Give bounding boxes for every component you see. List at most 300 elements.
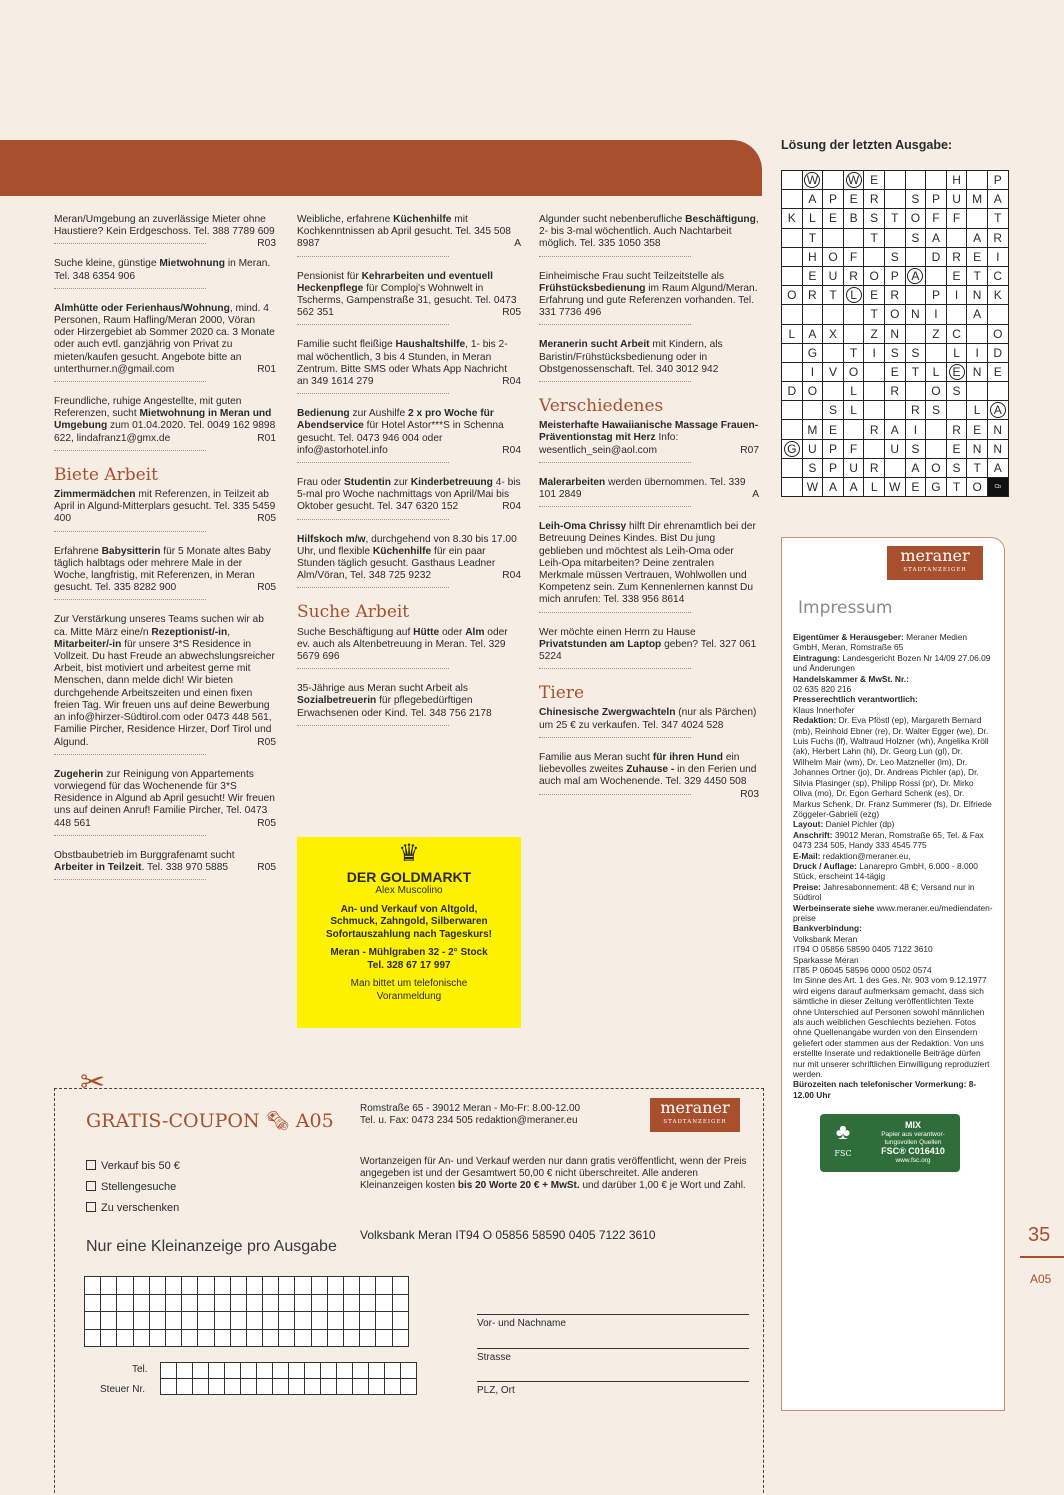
ad-text: Erfahrene Babysitterin für 5 Monate altes Baby täglich halbtags oder mehrere Male in der Woche, langfristig, mit Referenzen, in Meran gesucht. Tel. 335 8282 900 xyxy=(54,545,271,594)
input-cell[interactable] xyxy=(149,1329,165,1347)
grid-cell: C xyxy=(987,266,1008,285)
divider xyxy=(539,794,691,795)
grid-cell: P xyxy=(987,171,1008,190)
input-cell[interactable] xyxy=(149,1294,165,1312)
grid-cell: I xyxy=(967,343,988,362)
divider xyxy=(539,381,691,382)
grid-cell xyxy=(926,439,947,458)
ad-code: R03 xyxy=(257,238,276,250)
input-cell[interactable] xyxy=(225,1363,241,1379)
input-cell[interactable] xyxy=(214,1329,230,1347)
input-cell[interactable] xyxy=(165,1329,181,1347)
solution-title: Lösung der letzten Ausgabe: xyxy=(781,138,953,152)
ad-text: Meisterhafte Hawaiianische Massage Frauen-Präventionstag mit Herz Info: wesentlich_sein@aol.com xyxy=(539,420,759,456)
input-cell[interactable] xyxy=(230,1329,246,1347)
ad-code: R03 xyxy=(740,788,759,800)
divider xyxy=(539,256,691,257)
input-cell[interactable] xyxy=(182,1312,198,1330)
input-cell[interactable] xyxy=(133,1312,149,1330)
classified-ad xyxy=(54,214,276,250)
option-verkauf[interactable] xyxy=(86,1156,180,1177)
grid-cell: N xyxy=(967,439,988,458)
option-verschenken[interactable] xyxy=(86,1198,180,1219)
grid-cell: G xyxy=(782,439,803,458)
ad-code: R04 xyxy=(502,376,521,388)
ad-text: Weibliche, erfahrene Küchenhilfe mit Kochkenntnissen ab April gesucht. Tel. 345 508 8987 xyxy=(297,214,511,250)
input-cell[interactable] xyxy=(369,1363,385,1379)
input-cell[interactable] xyxy=(279,1277,295,1295)
input-cell[interactable] xyxy=(165,1294,181,1312)
grid-cell xyxy=(782,228,803,247)
grid-cell: L xyxy=(843,286,864,305)
input-cell[interactable] xyxy=(392,1294,408,1312)
grid-cell: A xyxy=(802,190,823,209)
input-cell[interactable] xyxy=(209,1379,225,1395)
input-cell[interactable] xyxy=(385,1363,401,1379)
input-cell[interactable] xyxy=(401,1363,417,1379)
goldmarkt-ad xyxy=(297,837,521,1028)
grid-cell: A xyxy=(884,420,905,439)
input-cell[interactable] xyxy=(193,1363,209,1379)
input-cell[interactable] xyxy=(133,1329,149,1347)
input-cell[interactable] xyxy=(392,1312,408,1330)
ad-text: Pensionist für Kehrarbeiten und eventuell Heckenpflege für Comploj's Wohnwelt in Tscherms, Gampenstraße 31, gesucht. Tel. 0473 562 351 xyxy=(297,270,517,319)
input-cell[interactable] xyxy=(182,1294,198,1312)
grid-cell xyxy=(782,266,803,285)
input-cell[interactable] xyxy=(133,1294,149,1312)
grid-cell: T xyxy=(843,343,864,362)
classified-ad xyxy=(539,477,759,507)
ad-text-grid[interactable] xyxy=(84,1276,409,1347)
grid-cell xyxy=(884,171,905,190)
divider xyxy=(539,506,691,507)
grid-cell: L xyxy=(864,478,885,497)
input-cell[interactable] xyxy=(263,1312,279,1330)
section-heading: Biete Arbeit xyxy=(54,464,158,485)
impressum-text: Eigentümer & Herausgeber: Meraner Medien GmbH, Meran, Romstraße 65 Eintragung: Landesgericht Bozen Nr 14/09 27.06.09 und Änderungen Handelskammer & MwSt. Nr.: 02 635 820 216 Presserechtlich verantwortlich: Klaus Innerhofer Redaktion: Dr. Eva Pföstl (ep), Margareth Bernard (mb), Reinhold Ebner (re), Dr. Walter Egger (we), Dr. Luis Fuchs (lf), Waltraud Holzner (wh), Angelika Kröll (ak), Herbert Lahn (hl), Dr. Georg Lun (gl), Dr. Wilhelm Mair (wm), Dr. Leo Matzneller (lm), Dr. Johannes Ortner (jo), Dr. Andreas Pichler (ap), Dr. Silvia Plasinger (sp), Philipp Rossi (pr), Dr. Mirko Oliva (mo), Dr. Egon Gerhard Schenk (es), Dr. Markus Schenk, Dr. Franz Summerer (fs), Dr. Elfriede Zöggeler-Gabrieli (ezg) Layout: Daniel Pichler (dp) Anschrift: 39012 Meran, Romstraße 65, Tel. & Fax 0473 234 505, Handy 333 4545 775 E-Mail: redaktion@meraner.eu, Druck / Auflage: Lanarepro GmbH, 6.000 - 8.000 Stück, erscheint 14-tägig Preise: Jahresabonnement: 48 €; Versand nur in Südtirol Werbeinserate siehe www.meraner.eu/mediendaten-preise Bankverbindung: Volksbank Meran IT94 O 05856 58590 0405 7122 3610 Sparkasse Meran IT85 P 06045 58596 0000 0502 0574 Im Sinne des Art. 1 des Ges. Nr. 903 vom 9.12.1977 wird eigens darauf aufmerksam gemacht, dass sich sämtliche in dieser Zeitung veröffentlichten Texte ohne Unterschied auf Personen sowohl männlichen als auch weiblichen Geschlechts beziehen. Fotos ohne Quellenangabe wurden von den Einsendern geliefert oder stammen aus der Redaktion. Von uns erstellte Inserate und redaktionelle Beiträge dürfen nur mit unserer schriftlichen Einwilligung reproduziert werden. Bürozeiten nach telefonischer Vormerkung: 8-12.00 Uhr xyxy=(793,632,993,1100)
grid-cell: L xyxy=(802,209,823,228)
checkbox[interactable] xyxy=(86,1181,96,1191)
input-cell[interactable] xyxy=(385,1379,401,1395)
grid-cell: H xyxy=(946,171,967,190)
input-cell[interactable] xyxy=(214,1312,230,1330)
input-cell[interactable] xyxy=(360,1277,376,1295)
option-label: Stellengesuche xyxy=(101,1181,177,1193)
grid-cell xyxy=(987,382,1008,401)
grid-cell: R xyxy=(864,458,885,477)
divider xyxy=(54,243,206,244)
input-cell[interactable] xyxy=(369,1379,385,1395)
grid-cell xyxy=(782,362,803,381)
grid-cell: W xyxy=(884,478,905,497)
input-cell[interactable] xyxy=(289,1363,305,1379)
input-cell[interactable] xyxy=(295,1277,311,1295)
ad-code: A xyxy=(514,238,521,250)
grid-cell: S xyxy=(926,401,947,420)
classified-ad xyxy=(54,396,276,451)
divider xyxy=(297,393,449,394)
address-line: Tel. u. Fax: 0473 234 505 redaktion@meraner.eu xyxy=(360,1115,578,1126)
coupon-bank: Volksbank Meran IT94 O 05856 58590 0405 7122 3610 xyxy=(360,1228,656,1242)
input-cell[interactable] xyxy=(101,1329,117,1347)
classified-ad xyxy=(539,707,759,737)
input-cell[interactable] xyxy=(241,1379,257,1395)
grid-cell xyxy=(823,228,844,247)
input-cell[interactable] xyxy=(117,1329,133,1347)
input-cell[interactable] xyxy=(311,1329,327,1347)
grid-cell xyxy=(946,305,967,324)
input-cell[interactable] xyxy=(85,1329,101,1347)
grid-cell: E xyxy=(967,247,988,266)
city-line[interactable] xyxy=(477,1381,749,1382)
checkbox[interactable] xyxy=(86,1202,96,1212)
input-cell[interactable] xyxy=(161,1363,177,1379)
input-cell[interactable] xyxy=(177,1363,193,1379)
grid-cell: I xyxy=(864,343,885,362)
input-cell[interactable] xyxy=(392,1277,408,1295)
input-cell[interactable] xyxy=(101,1277,117,1295)
input-cell[interactable] xyxy=(279,1294,295,1312)
input-cell[interactable] xyxy=(337,1363,353,1379)
grid-cell: A xyxy=(905,458,926,477)
grid-cell xyxy=(864,401,885,420)
input-cell[interactable] xyxy=(337,1379,353,1395)
logo-text: meraner xyxy=(660,1098,730,1117)
grid-cell xyxy=(967,171,988,190)
grid-cell xyxy=(946,401,967,420)
input-cell[interactable] xyxy=(101,1312,117,1330)
ad-text: Almhütte oder Ferienhaus/Wohnung, mind. 4 Personen, Raum Hafling/Meran 2000, Vöran oder Hirzergebiet ab Sommer 2020 ca. 3 Monate oder auch evtl. ganzjährig von Privat zu mieten/kaufen gesucht. Angebote bitte an unterthurner.n@gmail.com xyxy=(54,302,275,375)
input-cell[interactable] xyxy=(295,1294,311,1312)
grid-cell xyxy=(864,382,885,401)
classified-ad xyxy=(54,303,276,382)
input-cell[interactable] xyxy=(344,1329,360,1347)
input-cell[interactable] xyxy=(214,1294,230,1312)
input-cell[interactable] xyxy=(353,1363,369,1379)
input-cell[interactable] xyxy=(182,1329,198,1347)
grid-cell xyxy=(782,247,803,266)
input-cell[interactable] xyxy=(360,1329,376,1347)
fsc-line: Papier aus verantwor- xyxy=(881,1131,945,1139)
grid-cell: R xyxy=(802,286,823,305)
divider xyxy=(297,462,449,463)
input-cell[interactable] xyxy=(257,1363,273,1379)
input-cell[interactable] xyxy=(321,1379,337,1395)
classified-ad xyxy=(297,214,521,257)
grid-cell: A xyxy=(823,478,844,497)
ad-text: Frau oder Studentin zur Kinderbetreuung 4- bis 5-mal pro Woche nachmittags von April/Mai bis Oktober gesucht. Tel. 347 6320 152 xyxy=(297,477,521,513)
grid-cell: N xyxy=(967,362,988,381)
input-cell[interactable] xyxy=(85,1294,101,1312)
input-cell[interactable] xyxy=(279,1329,295,1347)
classified-ad xyxy=(539,214,759,257)
grid-cell: E xyxy=(987,362,1008,381)
input-cell[interactable] xyxy=(85,1277,101,1295)
input-cell[interactable] xyxy=(117,1312,133,1330)
grid-cell: S xyxy=(905,343,926,362)
grid-cell: A xyxy=(987,401,1008,420)
fsc-url: www.fsc.org xyxy=(895,1157,931,1165)
grid-cell xyxy=(884,458,905,477)
ad-text: Familie sucht fleißige Haushaltshilfe, 1- bis 2-mal wöchentlich, 3 bis 4 Stunden, in Meran Zentrum. Bitte SMS oder Whats App Nachricht an 349 1614 279 xyxy=(297,339,508,388)
input-cell[interactable] xyxy=(198,1277,214,1295)
input-cell[interactable] xyxy=(392,1329,408,1347)
ad-code: R05 xyxy=(257,513,276,525)
option-label: Zu verschenken xyxy=(101,1202,180,1214)
input-cell[interactable] xyxy=(85,1312,101,1330)
ad-code: A xyxy=(752,489,759,501)
input-cell[interactable] xyxy=(344,1312,360,1330)
input-cell[interactable] xyxy=(279,1312,295,1330)
grid-cell: L xyxy=(843,382,864,401)
coupon-logo xyxy=(650,1098,740,1132)
input-cell[interactable] xyxy=(289,1379,305,1395)
section-heading: Verschiedenes xyxy=(539,396,664,417)
grid-cell xyxy=(823,171,844,190)
fsc-badge xyxy=(820,1114,960,1172)
input-cell[interactable] xyxy=(117,1277,133,1295)
input-cell[interactable] xyxy=(353,1379,369,1395)
grid-cell: H xyxy=(802,247,823,266)
input-cell[interactable] xyxy=(246,1277,262,1295)
input-cell[interactable] xyxy=(241,1363,257,1379)
grid-cell: M xyxy=(802,420,823,439)
grid-cell xyxy=(782,305,803,324)
ad-text: Leih-Oma Chrissy hilft Dir ehrenamtlich bei der Betreuung Deines Kindes. Bist Du jung geblieben und möchtest als Leih-Oma oder Leih-Opa mitarbeiten? Deine zentralen Merkmale müssen Vertrauen, Wohlwollen und Kompetenz sein. Zum Kennenlernen kannst Du mich anrufen: Tel. 338 956 8614 xyxy=(539,521,756,606)
coupon-address xyxy=(360,1103,580,1127)
input-cell[interactable] xyxy=(376,1312,392,1330)
grid-cell: S xyxy=(802,458,823,477)
input-cell[interactable] xyxy=(327,1312,343,1330)
grid-cell: W xyxy=(802,478,823,497)
grid-cell: N xyxy=(967,286,988,305)
input-cell[interactable] xyxy=(149,1312,165,1330)
classified-ad xyxy=(54,546,276,601)
input-cell[interactable] xyxy=(117,1294,133,1312)
input-cell[interactable] xyxy=(327,1294,343,1312)
ad-text: Hilfskoch m/w, durchgehend von 8.30 bis 17.00 Uhr, und flexible Küchenhilfe für ein paar Stunden täglich gesucht. Gasthaus Leadner Alm/Vöran, Tel. 348 725 9232 xyxy=(297,533,517,582)
input-cell[interactable] xyxy=(321,1363,337,1379)
grid-cell: K xyxy=(987,286,1008,305)
input-cell[interactable] xyxy=(246,1294,262,1312)
grid-cell: O xyxy=(884,305,905,324)
grid-cell xyxy=(884,190,905,209)
grid-cell: O xyxy=(905,209,926,228)
ad-code: R05 xyxy=(257,736,276,748)
input-cell[interactable] xyxy=(149,1277,165,1295)
grid-cell: T xyxy=(967,266,988,285)
input-cell[interactable] xyxy=(311,1312,327,1330)
grid-cell: E xyxy=(905,478,926,497)
grid-cell: F xyxy=(843,439,864,458)
ad-text: Meranerin sucht Arbeit mit Kindern, als Baristin/Frühstücksbedienung oder in Obstgenossenschaft. Tel. 340 3012 942 xyxy=(539,339,723,375)
impressum-box xyxy=(781,537,1005,1411)
input-cell[interactable] xyxy=(327,1277,343,1295)
grid-cell: S xyxy=(946,382,967,401)
input-cell[interactable] xyxy=(311,1277,327,1295)
input-cell[interactable] xyxy=(230,1277,246,1295)
input-cell[interactable] xyxy=(273,1379,289,1395)
divider xyxy=(54,381,206,382)
input-cell[interactable] xyxy=(376,1329,392,1347)
grid-cell: P xyxy=(926,286,947,305)
input-cell[interactable] xyxy=(401,1379,417,1395)
input-cell[interactable] xyxy=(214,1277,230,1295)
grid-cell: P xyxy=(884,266,905,285)
ad-text: Familie aus Meran sucht für ihren Hund ein liebevolles zweites Zuhause - in den Ferien und auch mal am Wochenende. Tel. 329 4450 508 xyxy=(539,751,757,788)
ad-text: Einheimische Frau sucht Teilzeitstelle als Frühstücksbedienung im Raum Algund/Meran. Erfahrung und gute Referenzen vorhanden. Tel. 331 7736 496 xyxy=(539,270,758,319)
grid-cell xyxy=(905,382,926,401)
grid-cell: O xyxy=(926,382,947,401)
input-cell[interactable] xyxy=(209,1363,225,1379)
checkbox[interactable] xyxy=(86,1160,96,1170)
input-cell[interactable] xyxy=(376,1294,392,1312)
grid-cell: O xyxy=(987,324,1008,343)
grid-cell: E xyxy=(823,420,844,439)
divider xyxy=(539,462,691,463)
grid-cell: E xyxy=(864,171,885,190)
column-1 xyxy=(54,214,276,894)
grid-cell: U xyxy=(802,439,823,458)
input-cell[interactable] xyxy=(327,1329,343,1347)
grid-cell: W xyxy=(802,171,823,190)
divider xyxy=(539,324,691,325)
grid-cell xyxy=(905,286,926,305)
gold-line: Man bittet um telefonische xyxy=(350,978,468,989)
input-cell[interactable] xyxy=(360,1294,376,1312)
input-cell[interactable] xyxy=(161,1379,177,1395)
ad-text: Malerarbeiten werden übernommen. Tel. 339 101 2849 xyxy=(539,476,746,501)
gold-line: Schmuck, Zahngold, Silberwaren xyxy=(330,916,488,927)
grid-cell xyxy=(782,478,803,497)
classified-ad xyxy=(539,339,759,382)
input-cell[interactable] xyxy=(230,1294,246,1312)
impressum-title: Impressum xyxy=(798,598,893,618)
grid-cell: L xyxy=(967,401,988,420)
grid-cell: F xyxy=(946,209,967,228)
input-cell[interactable] xyxy=(101,1294,117,1312)
input-cell[interactable] xyxy=(295,1329,311,1347)
input-cell[interactable] xyxy=(344,1277,360,1295)
divider xyxy=(54,835,206,836)
input-cell[interactable] xyxy=(198,1294,214,1312)
input-cell[interactable] xyxy=(344,1294,360,1312)
logo-subtext: STADTANZEIGER xyxy=(903,567,967,573)
input-cell[interactable] xyxy=(376,1277,392,1295)
input-cell[interactable] xyxy=(295,1312,311,1330)
grid-cell: E xyxy=(946,439,967,458)
crown-icon: ♛ xyxy=(398,840,420,867)
name-line[interactable] xyxy=(477,1314,749,1315)
input-cell[interactable] xyxy=(198,1329,214,1347)
input-cell[interactable] xyxy=(263,1294,279,1312)
ad-text: Zugeherin zur Reinigung von Appartements vorwiegend für das Wochenende für 3*S Residence in Algund ab April gesucht! Wir freuen uns auf deinen Anruf! Familie Pircher, Tel. 0473 448 561 xyxy=(54,768,275,829)
grid-cell: A xyxy=(987,190,1008,209)
grid-cell: U xyxy=(823,266,844,285)
grid-cell xyxy=(884,228,905,247)
grid-cell: K xyxy=(782,209,803,228)
address-line: Romstraße 65 - 39012 Meran - Mo-Fr: 8.00-12.00 xyxy=(360,1103,581,1114)
grid-cell: O xyxy=(782,286,803,305)
option-stellengesuche[interactable] xyxy=(86,1177,180,1198)
grid-cell: S xyxy=(946,458,967,477)
input-cell[interactable] xyxy=(198,1312,214,1330)
input-cell[interactable] xyxy=(263,1277,279,1295)
page-divider xyxy=(1020,1256,1064,1258)
input-cell[interactable] xyxy=(305,1379,321,1395)
grid-cell: R xyxy=(905,401,926,420)
grid-cell: E xyxy=(802,266,823,285)
section-heading: Suche Arbeit xyxy=(297,602,410,623)
street-line[interactable] xyxy=(477,1348,749,1349)
grid-cell xyxy=(843,305,864,324)
classified-ad xyxy=(539,420,759,463)
input-cell[interactable] xyxy=(230,1312,246,1330)
grid-cell xyxy=(926,266,947,285)
grid-cell xyxy=(843,420,864,439)
divider xyxy=(297,324,449,325)
input-cell[interactable] xyxy=(165,1312,181,1330)
input-cell[interactable] xyxy=(360,1312,376,1330)
grid-cell: O xyxy=(926,458,947,477)
grid-cell: A xyxy=(987,458,1008,477)
section-banner xyxy=(0,140,762,196)
grid-cell xyxy=(905,171,926,190)
input-cell[interactable] xyxy=(177,1379,193,1395)
grid-cell: T xyxy=(802,228,823,247)
input-cell[interactable] xyxy=(133,1277,149,1295)
grid-cell: T xyxy=(823,286,844,305)
grid-cell xyxy=(926,420,947,439)
input-cell[interactable] xyxy=(311,1294,327,1312)
input-cell[interactable] xyxy=(246,1312,262,1330)
input-cell[interactable] xyxy=(165,1277,181,1295)
grid-cell: R xyxy=(946,247,967,266)
grid-cell: T xyxy=(905,362,926,381)
grid-cell xyxy=(926,171,947,190)
gold-line: An- und Verkauf von Altgold, xyxy=(340,903,478,915)
input-cell[interactable] xyxy=(273,1363,289,1379)
input-cell[interactable] xyxy=(257,1379,273,1395)
grid-cell: Z xyxy=(926,324,947,343)
ad-code: R05 xyxy=(257,861,276,873)
input-cell[interactable] xyxy=(182,1277,198,1295)
coupon-title: GRATIS-COUPON 🗞 A05 xyxy=(86,1110,334,1132)
grid-cell xyxy=(782,190,803,209)
input-cell[interactable] xyxy=(193,1379,209,1395)
grid-cell: N xyxy=(884,324,905,343)
grid-cell: S xyxy=(823,401,844,420)
tel-grid[interactable] xyxy=(160,1362,417,1395)
coupon-note: Nur eine Kleinanzeige pro Ausgabe xyxy=(86,1238,337,1255)
input-cell[interactable] xyxy=(225,1379,241,1395)
input-cell[interactable] xyxy=(263,1329,279,1347)
input-cell[interactable] xyxy=(246,1329,262,1347)
fsc-mix: MIX xyxy=(904,1120,921,1131)
divider xyxy=(54,599,206,600)
grid-cell xyxy=(782,420,803,439)
input-cell[interactable] xyxy=(305,1363,321,1379)
grid-cell: L xyxy=(946,343,967,362)
grid-cell: P xyxy=(823,458,844,477)
grid-cell xyxy=(905,324,926,343)
grid-cell: L xyxy=(926,362,947,381)
ad-text: Bedienung zur Aushilfe 2 x pro Woche für Abendservice für Hotel Astor***S in Schenna gesucht. Tel. 0473 946 004 oder info@astorhotel.info xyxy=(297,408,504,456)
grid-cell: P xyxy=(823,439,844,458)
gold-title: DER GOLDMARKT xyxy=(346,869,472,885)
gold-address: Meran - Mühlgraben 32 - 2° Stock xyxy=(330,947,488,958)
grid-cell: T xyxy=(864,228,885,247)
